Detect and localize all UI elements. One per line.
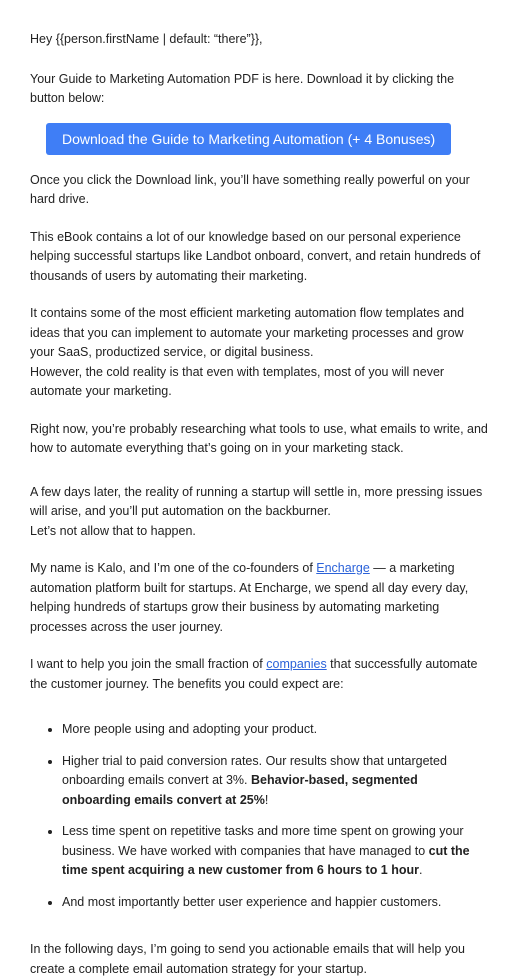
- paragraph-templates: It contains some of the most efficient marketing automation flow templates and ideas that you can implement to automate your marketing processes and grow your SaaS, productized service, or digital business.: [30, 306, 465, 359]
- benefit-2-bold: Behavior-based, segmented onboarding emails convert at 25%: [62, 773, 418, 807]
- companies-link[interactable]: companies: [266, 657, 327, 671]
- cta-container: [46, 123, 488, 155]
- paragraph-days-block: [30, 483, 488, 542]
- benefit-item: [62, 893, 488, 913]
- paragraph-ebook: This eBook contains a lot of our knowledge based on our personal experience helping successful startups like Landbot onboard, convert, and retain hundreds of thousands of users by automating their marketing.: [30, 229, 481, 283]
- about-text-end: — a marketing automation platform built for startups. At Encharge, we spend all day every day, helping hundreds of startups grow their business by automating marketing processes across the user journey.: [30, 561, 469, 634]
- about-text-start: My name is Kalo, and I’m one of the co-founders of: [30, 561, 317, 575]
- benefit-item: [62, 720, 488, 740]
- help-text-end: that successfully automate the customer journey. The benefits you could expect are:: [30, 657, 478, 691]
- benefit-2-end: !: [264, 792, 269, 807]
- greeting: Hey {{person.firstName | default: “there”}},: [30, 32, 263, 46]
- benefit-1-text: More people using and adopting your product.: [62, 722, 318, 736]
- benefit-2-text: Higher trial to paid conversion rates. Our results show that untargeted onboarding emails convert at 3%.: [62, 753, 447, 787]
- intro-text: Your Guide to Marketing Automation PDF is here. Download it by clicking the button below:: [30, 71, 455, 105]
- benefits-list: [30, 720, 488, 912]
- paragraph-not-allow: Let’s not allow that to happen.: [30, 523, 196, 538]
- paragraph-research: Right now, you’re probably researching what tools to use, what emails to write, and how to automate everything that’s going on in your marketing stack.: [30, 421, 488, 455]
- benefit-item: [62, 752, 488, 811]
- benefit-3-end: .: [419, 863, 423, 877]
- benefit-4-text: And most importantly better user experience and happier customers.: [62, 894, 442, 909]
- paragraph-about-kalo: [30, 559, 488, 637]
- benefit-item: [62, 822, 488, 881]
- paragraph-download: Once you click the Download link, you’ll have something really powerful on your hard drive.: [30, 172, 470, 206]
- help-text-start: I want to help you join the small fraction of: [30, 657, 267, 671]
- paragraph-reality: However, the cold reality is that even with templates, most of you will never automate your marketing.: [30, 364, 445, 398]
- paragraph-help: [30, 655, 488, 694]
- encharge-link[interactable]: Encharge: [316, 561, 370, 575]
- paragraph-following: In the following days, I’m going to send you actionable emails that will help you create a complete email automation strategy for your startup.: [30, 942, 465, 976]
- benefit-3-text: Less time spent on repetitive tasks and more time spent on growing your business. We have worked with companies that have managed to: [62, 824, 464, 858]
- paragraph-templates-block: [30, 304, 488, 402]
- benefit-3-bold: cut the time spent acquiring a new customer from 6 hours to 1 hour: [62, 843, 470, 877]
- download-guide-button[interactable]: Download the Guide to Marketing Automation (+ 4 Bonuses): [46, 123, 451, 155]
- paragraph-days-later: A few days later, the reality of running a startup will settle in, more pressing issues will arise, and you’ll put automation on the backburner.: [30, 484, 483, 518]
